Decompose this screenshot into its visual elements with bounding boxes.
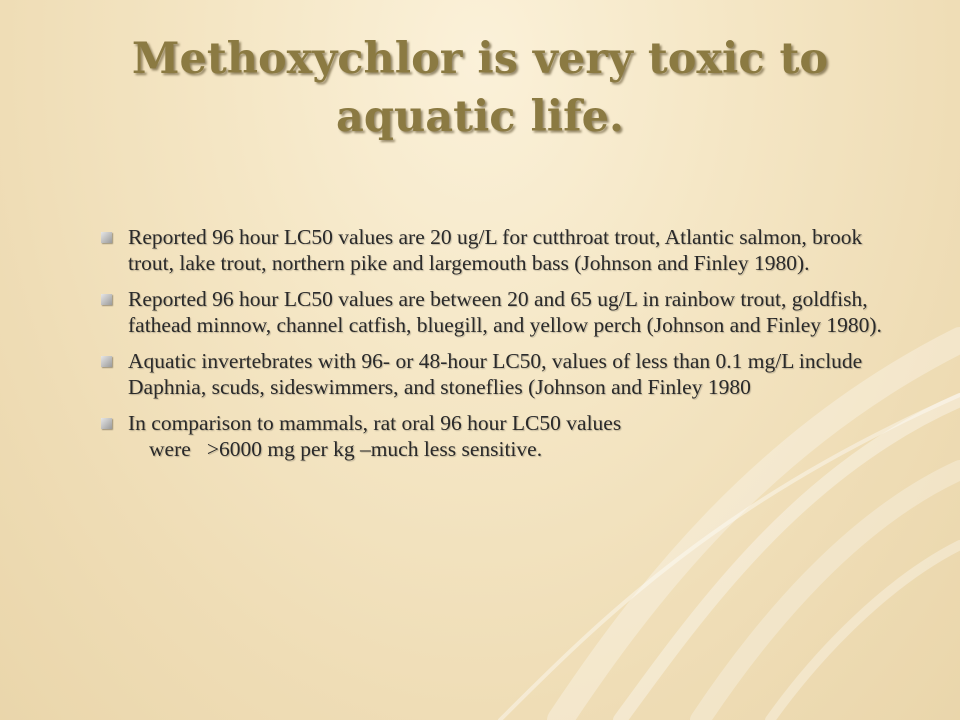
square-bullet-icon [101,232,112,243]
bullet-continuation: were >6000 mg per kg –much less sensitive. [149,437,543,461]
slide-title: Methoxychlor is very toxic to aquatic life. [131,34,829,142]
square-bullet-icon [101,356,112,367]
bullet-item [96,348,896,400]
bullet-item [96,224,896,276]
bullet-item [96,286,896,338]
bullet-text: Reported 96 hour LC50 values are 20 ug/L for cutthroat trout, Atlantic salmon, brook trout, lake trout, northern pike and largemouth bass (Johnson and Finley 1980). [128,225,863,275]
bullet-list [96,224,896,472]
bullet-text: Aquatic invertebrates with 96- or 48-hour LC50, values of less than 0.1 mg/L include Daphnia, scuds, sideswimmers, and stoneflies (Johnson and Finley 1980 [128,349,863,399]
bullet-text: Reported 96 hour LC50 values are between 20 and 65 ug/L in rainbow trout, goldfish, fathead minnow, channel catfish, bluegill, and yellow perch (Johnson and Finley 1980). [128,287,882,337]
bullet-text: In comparison to mammals, rat oral 96 hour LC50 values [128,411,622,435]
bullet-item [96,410,896,462]
square-bullet-icon [101,294,112,305]
square-bullet-icon [101,418,112,429]
